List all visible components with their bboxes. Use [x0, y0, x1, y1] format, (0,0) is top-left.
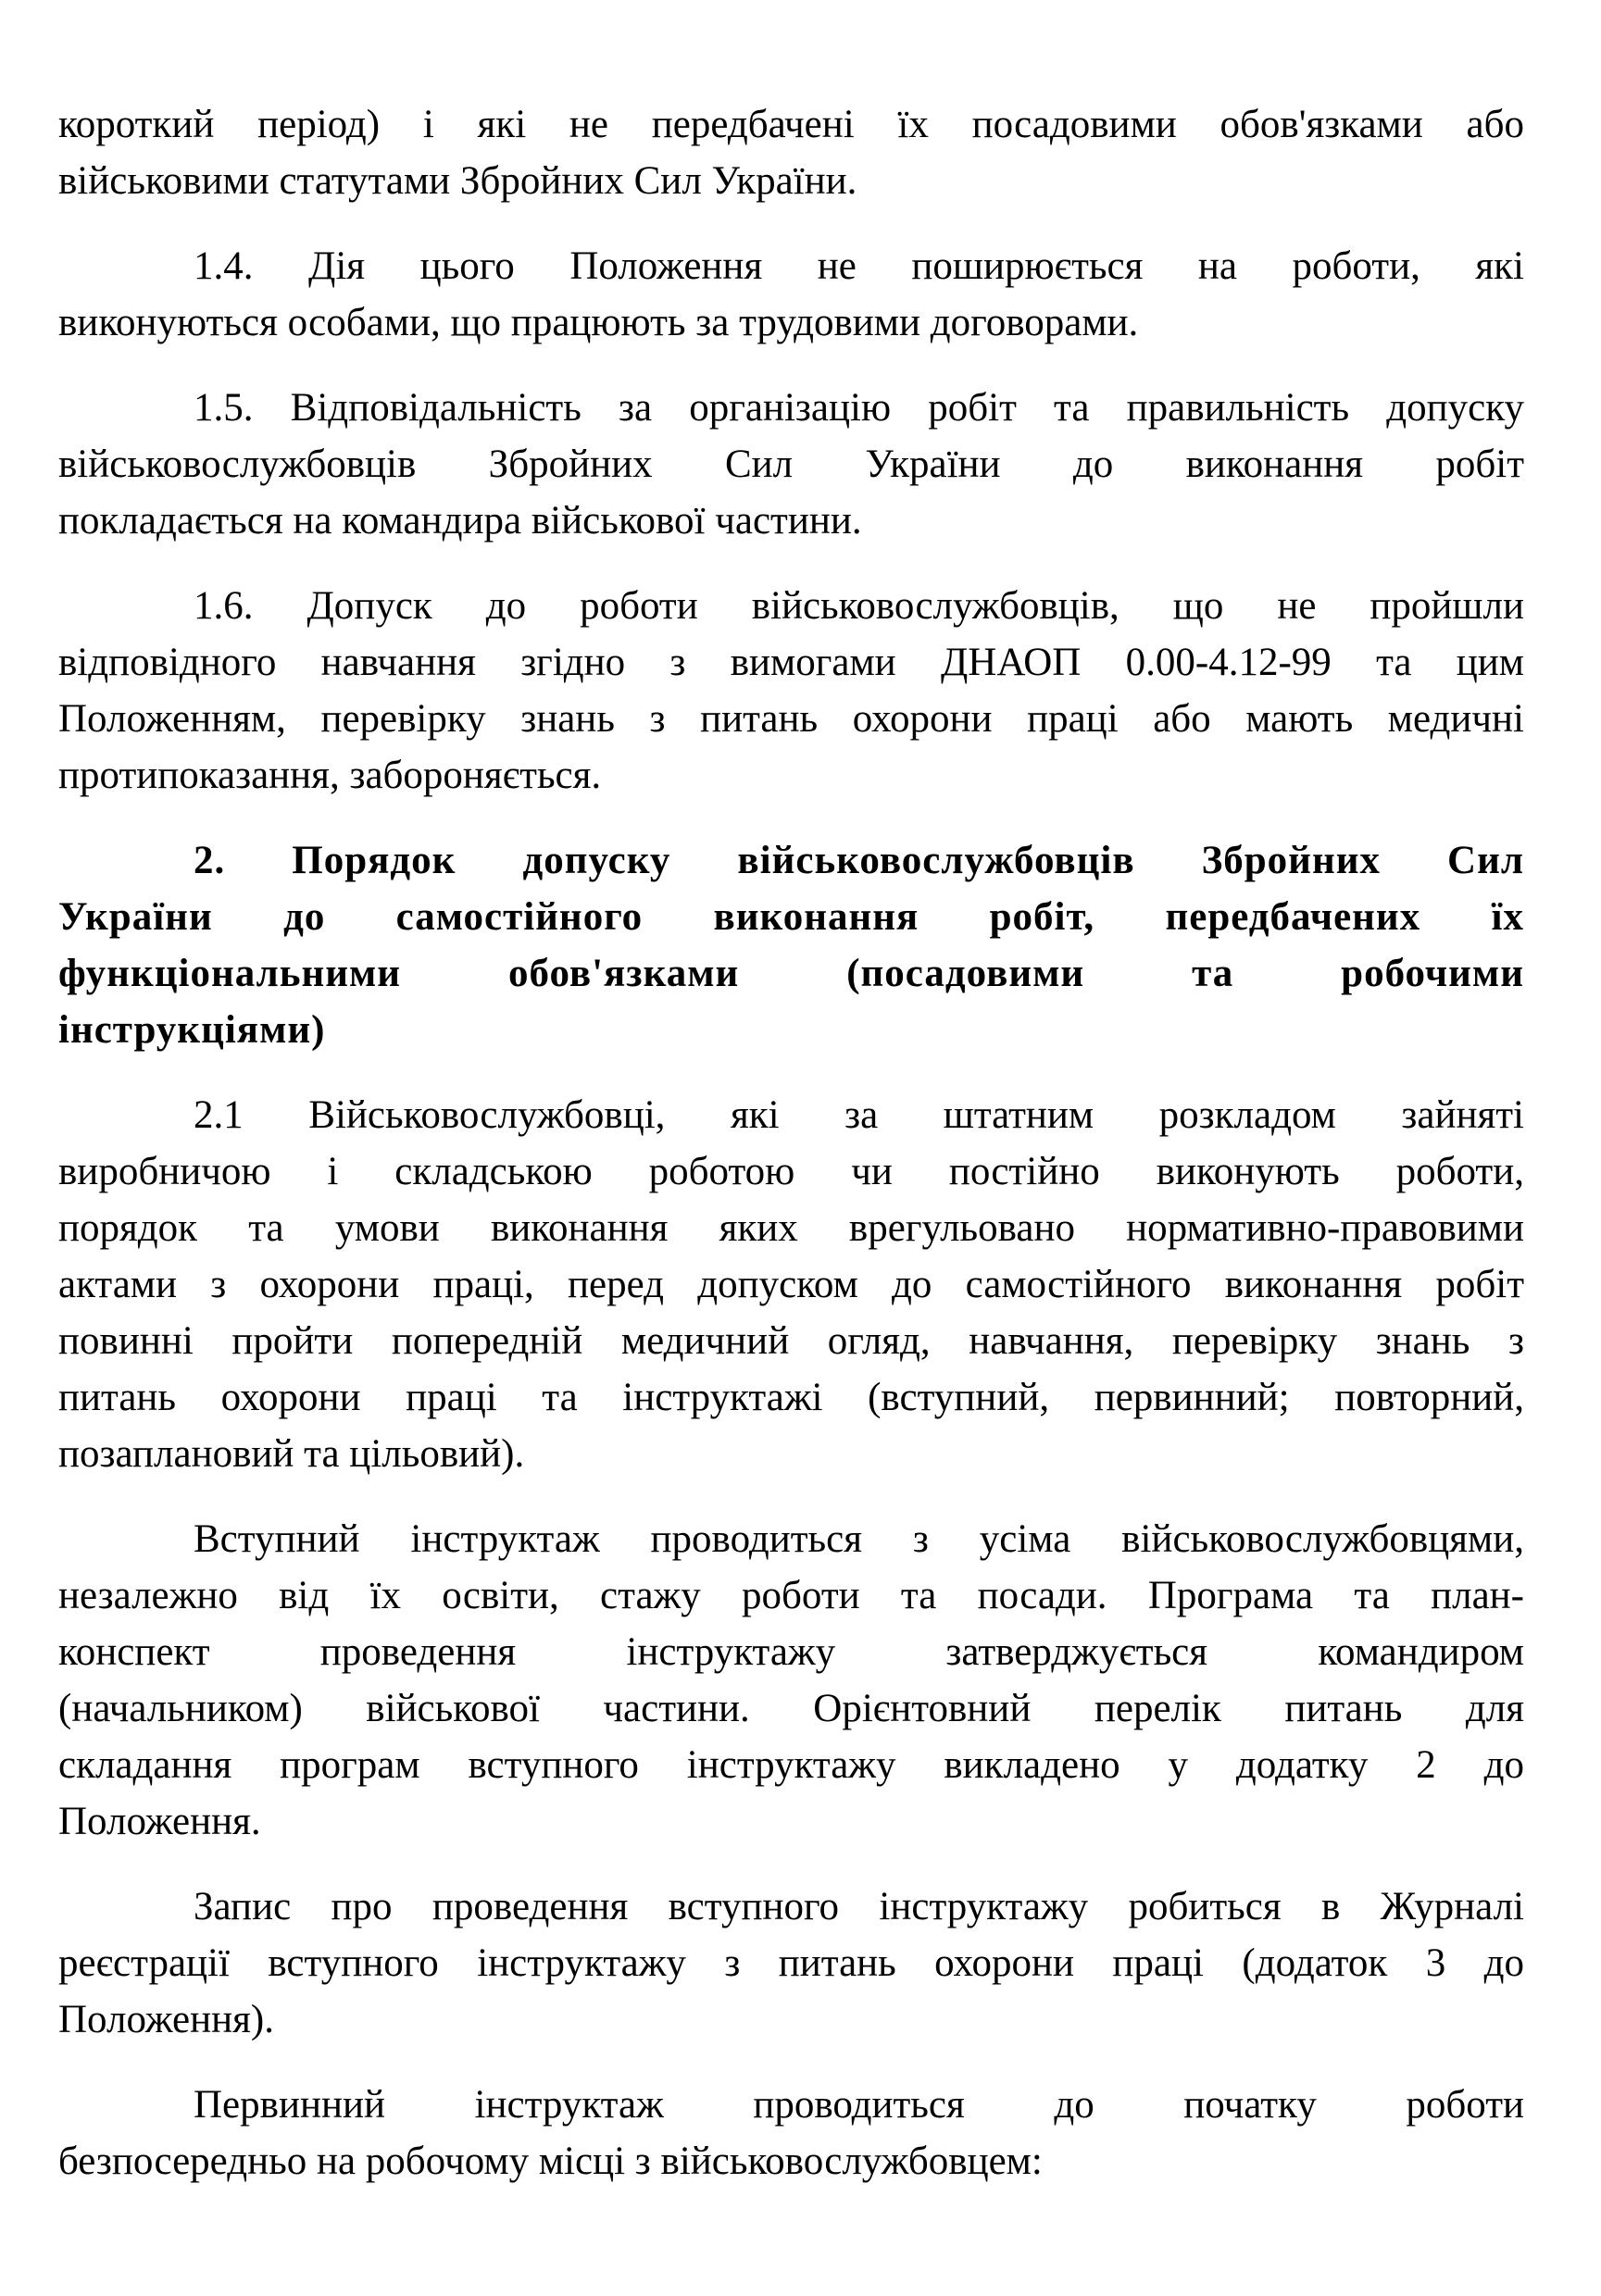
text-line: протипоказання, забороняється. [58, 754, 602, 797]
paragraph [58, 2077, 1524, 2190]
text-line: 2.1 Військовослужбовці, які за штатним розкладом зайняті [194, 1093, 1524, 1137]
text-line: 1.6. Допуск до роботи військовослужбовців, що не пройшли [194, 584, 1524, 628]
paragraph [58, 578, 1524, 804]
text-line: 1.5. Відповідальність за організацію робіт та правильність допуску [194, 386, 1524, 430]
text-line: функціональними обов'язками (посадовими та робочими [58, 952, 1524, 995]
paragraph [58, 1087, 1524, 1482]
text-line: покладається на командира військової частини. [58, 499, 862, 543]
text-line: Запис про проведення вступного інструктажу робиться в Журналі [194, 1885, 1524, 1928]
text-line: короткий період) і які не передбачені їх посадовими обов'язками або [58, 103, 1524, 146]
text-line: конспект проведення інструктажу затверджується командиром [58, 1630, 1524, 1674]
text-line: порядок та умови виконання яких врегульовано нормативно-правовими [58, 1206, 1524, 1250]
document-page [58, 96, 1524, 2218]
paragraph [58, 380, 1524, 549]
text-line: повинні пройти попередній медичний огляд, навчання, перевірку знань з [58, 1319, 1524, 1363]
text-line: Вступний інструктаж проводиться з усіма військовослужбовцями, [194, 1517, 1524, 1561]
text-line: військовослужбовців Збройних Сил України до виконання робіт [58, 443, 1524, 486]
text-line: Положення). [58, 1998, 274, 2041]
text-line: Первинний інструктаж проводиться до початку роботи [194, 2083, 1524, 2127]
text-line: 1.4. Дія цього Положення не поширюється на роботи, які [194, 244, 1524, 288]
text-line: виконуються особами, що працюють за трудовими договорами. [58, 301, 1139, 344]
text-line: складання програм вступного інструктажу викладено у додатку 2 до [58, 1743, 1524, 1787]
text-line: актами з охорони праці, перед допуском до самостійного виконання робіт [58, 1263, 1524, 1306]
paragraph [58, 238, 1524, 351]
paragraph [58, 1878, 1524, 2048]
text-line: Положенням, перевірку знань з питань охорони праці або мають медичні [58, 697, 1524, 741]
paragraph [58, 96, 1524, 209]
text-line: (начальником) військової частини. Орієнтовний перелік питань для [58, 1687, 1524, 1730]
text-line: України до самостійного виконання робіт, передбачених їх [58, 895, 1524, 939]
text-line: реєстрації вступного інструктажу з питань охорони праці (додаток 3 до [58, 1941, 1524, 1985]
text-line: питань охорони праці та інструктажі (вступний, первинний; повторний, [58, 1376, 1524, 1419]
text-line: Положення. [58, 1800, 261, 1843]
paragraph [58, 1511, 1524, 1850]
text-line: позаплановий та цільовий). [58, 1432, 525, 1476]
text-line: відповідного навчання згідно з вимогами ДНАОП 0.00-4.12-99 та цим [58, 641, 1524, 684]
text-line: незалежно від їх освіти, стажу роботи та посади. Програма та план- [58, 1574, 1524, 1617]
text-line: виробничою і складською роботою чи постійно виконують роботи, [58, 1150, 1524, 1193]
text-line: інструкціями) [58, 1008, 326, 1052]
section-heading [58, 832, 1524, 1058]
text-line: безпосередньо на робочому місці з військовослужбовцем: [58, 2140, 1043, 2183]
text-line: 2. Порядок допуску військовослужбовців Збройних Сил [194, 839, 1524, 882]
text-line: військовими статутами Збройних Сил України. [58, 159, 857, 203]
